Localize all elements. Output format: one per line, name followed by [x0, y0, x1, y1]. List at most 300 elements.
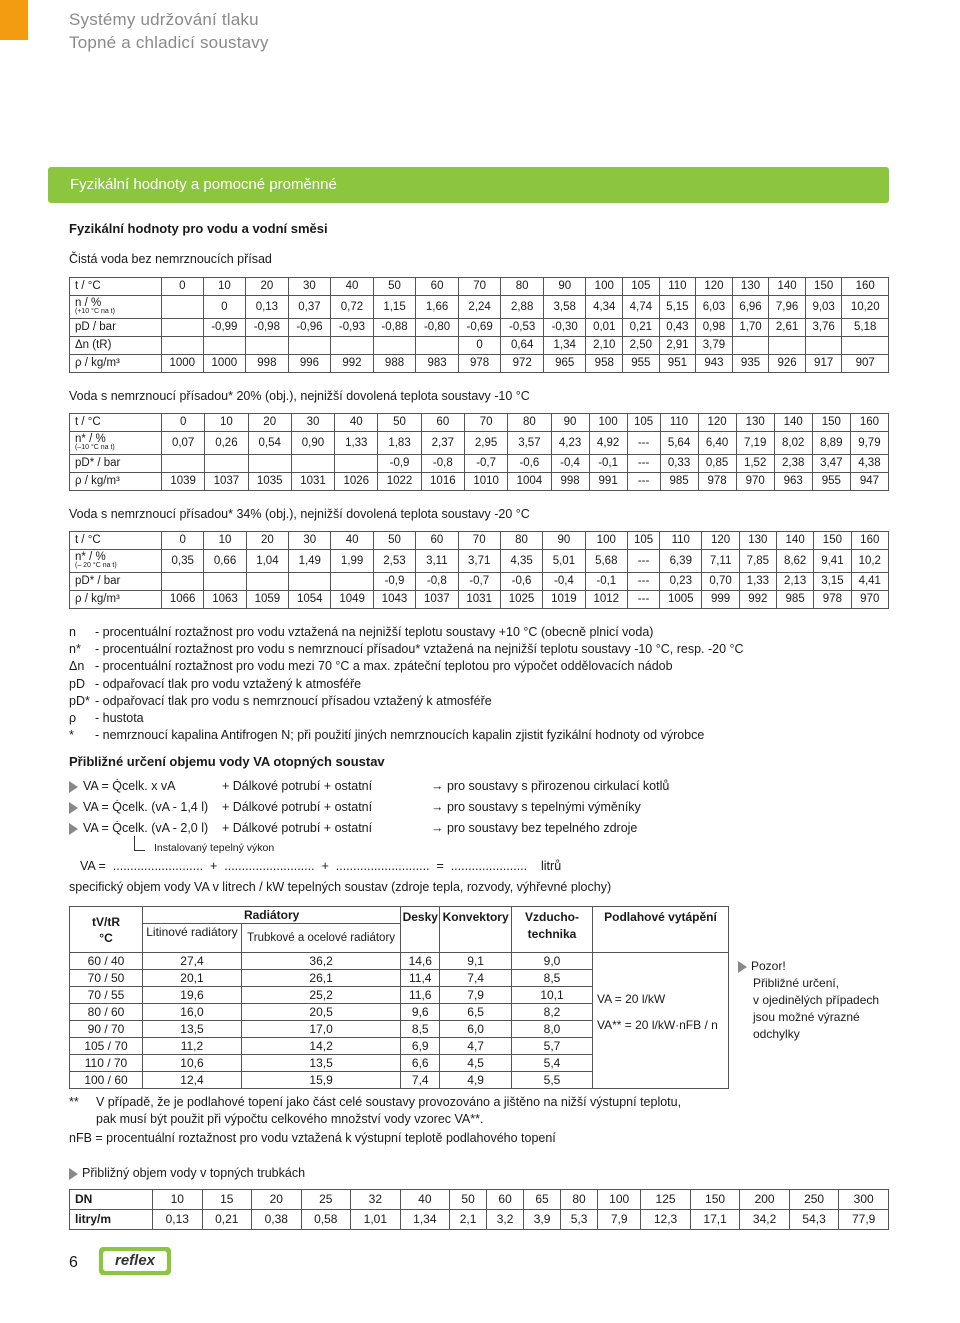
- approx-result: → pro soustavy bez tepelného zdroje: [431, 821, 638, 835]
- table-cell: 30: [291, 414, 334, 432]
- table-cell: 1,66: [416, 296, 459, 319]
- table-cell: 70 / 55: [70, 987, 143, 1004]
- table-cell: 951: [659, 355, 696, 373]
- table-cell: -0,7: [458, 573, 500, 591]
- header-desky: Desky: [401, 907, 440, 953]
- table-cell: 1,33: [335, 432, 378, 455]
- table-cell: 140: [769, 278, 806, 296]
- table-cell: 6,39: [660, 550, 702, 573]
- table-cell: 10,6: [143, 1055, 242, 1072]
- table-cell: 0,35: [162, 550, 204, 573]
- table-cell: [203, 337, 246, 355]
- table-cell: 120: [698, 414, 736, 432]
- table-cell: 1016: [421, 473, 464, 491]
- legend-text: - odpařovací tlak pro vodu vztažený k atmosféře: [95, 676, 362, 691]
- table-cell: 65: [524, 1190, 561, 1210]
- table-cell: 7,4: [401, 1072, 440, 1089]
- table-cell: 100: [598, 1190, 641, 1210]
- table-cell: -0,80: [416, 319, 459, 337]
- header-line-2: Topné a chladicí soustavy: [69, 33, 269, 52]
- table-cell: 2,37: [421, 432, 464, 455]
- row-label: pD* / bar: [70, 573, 162, 591]
- table-cell: [162, 337, 204, 355]
- row-label-sub: (+10 °C na t): [75, 308, 115, 315]
- row-label: litry/m: [70, 1210, 153, 1230]
- table-cell: 40: [335, 414, 378, 432]
- table-cell: 0: [458, 337, 501, 355]
- table-cell: 0: [162, 278, 204, 296]
- pozor-line: [738, 975, 879, 992]
- table-cell: -0,1: [585, 573, 627, 591]
- table-cell: [373, 337, 416, 355]
- table-cell: 140: [777, 532, 814, 550]
- table-cell: -0,7: [464, 455, 507, 473]
- table-cell: 0,23: [660, 573, 702, 591]
- table-cell: 6,40: [698, 432, 736, 455]
- table-cell: 3,15: [814, 573, 851, 591]
- table-cell: 50: [373, 532, 415, 550]
- table-cell: 20: [246, 532, 288, 550]
- legend-text: - hustota: [95, 711, 144, 726]
- table-cell: 17,1: [690, 1210, 740, 1230]
- table-cell: 20,1: [143, 970, 242, 987]
- table-cell: [162, 573, 204, 591]
- table-row: [70, 414, 889, 432]
- table-cell: 30: [289, 532, 331, 550]
- legend-item: [69, 693, 744, 710]
- table-cell: 3,2: [487, 1210, 524, 1230]
- table-cell: 2,10: [586, 337, 623, 355]
- table-cell: 36,2: [241, 953, 400, 970]
- table-cell: -0,69: [458, 319, 501, 337]
- table-cell: 5,3: [561, 1210, 598, 1230]
- table-cell: 1,34: [543, 337, 586, 355]
- table-cell: 130: [739, 532, 776, 550]
- table-cell: 943: [696, 355, 733, 373]
- table-cell: 100: [586, 278, 623, 296]
- table-cell: 8,2: [512, 1004, 593, 1021]
- pozor-text: jsou možné výrazné: [753, 1010, 860, 1024]
- table-pure-water: [69, 277, 889, 373]
- table-cell: 0,72: [331, 296, 374, 319]
- table-cell: 985: [660, 473, 698, 491]
- table-cell: -0,96: [288, 319, 331, 337]
- header-litinove: Litinové radiátory: [143, 924, 242, 953]
- table-cell: 1,70: [732, 319, 769, 337]
- table-cell: 8,5: [512, 970, 593, 987]
- fill-line: VA = .......................... + .......................... + ........................... = ...................... litrů: [80, 859, 562, 873]
- table-cell: 7,19: [736, 432, 774, 455]
- table-cell: 77,9: [839, 1210, 889, 1230]
- header-trubkove: Trubkové a ocelové radiátory: [241, 924, 400, 953]
- table-cell: 6,0: [440, 1021, 512, 1038]
- table-cell: 992: [331, 355, 374, 373]
- table3-caption: Voda s nemrznoucí přísadou* 34% (obj.), nejnižší dovolená teplota soustavy -20 °C: [69, 507, 530, 521]
- header-podlahove: Podlahové vytápění: [593, 907, 729, 953]
- table-cell: 3,11: [416, 550, 458, 573]
- table-cell: 16,0: [143, 1004, 242, 1021]
- table-cell: 110: [660, 414, 698, 432]
- table-cell: -0,6: [508, 455, 551, 473]
- table-cell: 150: [812, 414, 850, 432]
- table-cell: 0,58: [301, 1210, 351, 1230]
- table-row: [70, 591, 889, 609]
- table-cell: 7,85: [739, 550, 776, 573]
- table-cell: -0,8: [416, 573, 458, 591]
- table-cell: 5,01: [543, 550, 585, 573]
- table-cell: 0,33: [660, 455, 698, 473]
- pipe-volume-table: [69, 1189, 889, 1230]
- row-label: n* / % (– 20 °C na t): [70, 550, 162, 573]
- table-cell: [769, 337, 806, 355]
- approx-result: → pro soustavy s tepelnými výměníky: [431, 800, 641, 814]
- table-cell: 0,43: [659, 319, 696, 337]
- table-cell: 1,15: [373, 296, 416, 319]
- table-cell: 40: [400, 1190, 450, 1210]
- table-cell: 1037: [205, 473, 248, 491]
- table-cell: 5,68: [585, 550, 627, 573]
- podlahove-formula-2: VA** = 20 l/kW·nFB / n: [597, 1018, 718, 1032]
- table-cell: 7,9: [440, 987, 512, 1004]
- table-cell: [246, 337, 289, 355]
- table-cell: 985: [777, 591, 814, 609]
- table-cell: 1031: [458, 591, 500, 609]
- section-title: Fyzikální hodnoty pro vodu a vodní směsi: [69, 221, 328, 236]
- table-cell: 3,57: [508, 432, 551, 455]
- table-cell: 2,91: [659, 337, 696, 355]
- table-cell: 4,7: [440, 1038, 512, 1055]
- table-cell: [204, 573, 246, 591]
- legend-item: [69, 641, 744, 658]
- table-cell: 6,6: [401, 1055, 440, 1072]
- table-cell: 25: [301, 1190, 351, 1210]
- pozor-line: [738, 992, 879, 1009]
- table-cell: 70 / 50: [70, 970, 143, 987]
- table-cell: 10: [205, 414, 248, 432]
- table-cell: -0,53: [501, 319, 544, 337]
- approx-row: [69, 777, 769, 798]
- table-cell: 5,64: [660, 432, 698, 455]
- table-cell: [805, 337, 842, 355]
- table-cell: 160: [851, 532, 888, 550]
- header-konvektory: Konvektory: [440, 907, 512, 953]
- pozor-text: odchylky: [753, 1027, 800, 1041]
- bullet-triangle-icon: [69, 781, 78, 793]
- table-cell: 110: [660, 532, 702, 550]
- table-cell: 80: [508, 414, 551, 432]
- table-cell: 140: [774, 414, 812, 432]
- approx-formulas: [69, 777, 769, 840]
- pozor-text: Přibližné určení,: [753, 976, 840, 990]
- table-cell: 955: [812, 473, 850, 491]
- table-cell: 978: [458, 355, 501, 373]
- table-cell: 9,03: [805, 296, 842, 319]
- table-cell: ---: [627, 473, 660, 491]
- table-cell: 2,38: [774, 455, 812, 473]
- table-cell: 1012: [585, 591, 627, 609]
- table-cell: 120: [696, 278, 733, 296]
- table-cell: 1022: [378, 473, 421, 491]
- table-cell: 8,5: [401, 1021, 440, 1038]
- legend-item: [69, 676, 744, 693]
- table-cell: 25,2: [241, 987, 400, 1004]
- table-cell: 947: [850, 473, 888, 491]
- pozor-text: Pozor!: [751, 959, 786, 973]
- radiator-table: [69, 906, 729, 1089]
- note-arrow: [134, 836, 145, 851]
- table-cell: 100: [585, 532, 627, 550]
- table-cell: 8,62: [777, 550, 814, 573]
- table-cell: 10: [203, 278, 246, 296]
- star2-note-2: pak musí být použit při výpočtu celkového množství vody vzorec VA**.: [96, 1112, 484, 1126]
- table-cell: -0,99: [203, 319, 246, 337]
- table-cell: 70: [464, 414, 507, 432]
- table-cell: 17,0: [241, 1021, 400, 1038]
- table-row: [70, 319, 889, 337]
- table-cell: 11,6: [401, 987, 440, 1004]
- table-cell: 0,70: [702, 573, 739, 591]
- row-label: t / °C: [70, 278, 162, 296]
- star2-note: V případě, že je podlahové topení jako část celé soustavy provozováno a jištěno na nižší výstupní teplotu,: [96, 1095, 682, 1109]
- table-row: [70, 296, 889, 319]
- table-cell: 1005: [660, 591, 702, 609]
- table-cell: 12,4: [143, 1072, 242, 1089]
- legend-text: - procentuální roztažnost pro vodu mezi 70 °C a max. zpáteční teplotou pro výpočet oddělovacích nádob: [95, 659, 673, 674]
- legend-item: [69, 624, 744, 641]
- table-cell: 7,96: [769, 296, 806, 319]
- table-cell: 2,1: [450, 1210, 487, 1230]
- table-cell: 4,5: [440, 1055, 512, 1072]
- approx-middle: + Dálkové potrubí + ostatní: [222, 821, 373, 835]
- table-cell: 1066: [162, 591, 204, 609]
- podlahove-cell: [593, 953, 729, 1089]
- legend-key: ρ: [69, 711, 77, 726]
- table-cell: [246, 573, 288, 591]
- table-cell: 12,3: [641, 1210, 691, 1230]
- table-cell: -0,9: [378, 455, 421, 473]
- table-antifreeze-20: [69, 413, 889, 491]
- table-cell: 8,02: [774, 432, 812, 455]
- row-label: pD / bar: [70, 319, 162, 337]
- podlahove-formula-1: VA = 20 l/kW: [597, 992, 666, 1006]
- table-cell: 60: [416, 532, 458, 550]
- table-cell: 105: [623, 278, 660, 296]
- table-cell: [162, 319, 204, 337]
- header-radiators: Radiátory: [143, 907, 401, 924]
- table-cell: 5,7: [512, 1038, 593, 1055]
- table-cell: ---: [627, 432, 660, 455]
- nfb-note: nFB = procentuální roztažnost pro vodu vztažená k výstupní teplotě podlahového topení: [69, 1131, 556, 1145]
- table-cell: -0,6: [500, 573, 542, 591]
- table-cell: 0,21: [202, 1210, 252, 1230]
- table-cell: 30: [288, 278, 331, 296]
- table-cell: 70: [458, 278, 501, 296]
- table-cell: [732, 337, 769, 355]
- table-cell: 150: [814, 532, 851, 550]
- table-cell: 15,9: [241, 1072, 400, 1089]
- table-cell: [335, 455, 378, 473]
- table-cell: 7,9: [598, 1210, 641, 1230]
- table-cell: 40: [331, 532, 373, 550]
- table-cell: 3,71: [458, 550, 500, 573]
- table-cell: 0,07: [162, 432, 205, 455]
- table-cell: 0,26: [205, 432, 248, 455]
- table-cell: 1049: [331, 591, 373, 609]
- table-cell: 100 / 60: [70, 1072, 143, 1089]
- table-cell: 9,6: [401, 1004, 440, 1021]
- legend-item: [69, 658, 744, 675]
- table-cell: 110 / 70: [70, 1055, 143, 1072]
- table-cell: 3,47: [812, 455, 850, 473]
- table-cell: 2,50: [623, 337, 660, 355]
- table-cell: 8,89: [812, 432, 850, 455]
- approx-result: → pro soustavy s přirozenou cirkulací kotlů: [431, 779, 670, 793]
- row-label: ρ / kg/m³: [70, 355, 162, 373]
- table-row: [70, 473, 889, 491]
- table-cell: 10,20: [842, 296, 889, 319]
- table-row: [70, 1210, 889, 1230]
- table-cell: 1000: [162, 355, 204, 373]
- page-number: 6: [69, 1254, 78, 1271]
- table-cell: 130: [736, 414, 774, 432]
- header-vzduchotechnika: Vzducho-technika: [512, 907, 593, 953]
- table-cell: 70: [458, 532, 500, 550]
- table-cell: 1054: [289, 591, 331, 609]
- table-cell: 1,99: [331, 550, 373, 573]
- table-cell: 90: [551, 414, 589, 432]
- table-cell: 955: [623, 355, 660, 373]
- legend-text: - nemrznoucí kapalina Antifrogen N; při použití jiných nemrznoucích kapalin zjistit fyzikální hodnoty od výrobce: [95, 728, 705, 743]
- table2-caption: Voda s nemrznoucí přísadou* 20% (obj.), nejnižší dovolená teplota soustavy -10 °C: [69, 389, 530, 403]
- pipes-title-text: Přibližný objem vody v topných trubkách: [82, 1166, 306, 1180]
- approx-row: [69, 819, 769, 840]
- table-cell: -0,9: [373, 573, 415, 591]
- table-cell: 80: [500, 532, 542, 550]
- table-cell: 105: [627, 532, 659, 550]
- table-cell: 50: [450, 1190, 487, 1210]
- legend-key: pD*: [69, 693, 90, 708]
- table-cell: 0,13: [153, 1210, 203, 1230]
- row-label: n / % (+10 °C na t): [70, 296, 162, 319]
- table-cell: 90: [543, 278, 586, 296]
- table-cell: 9,1: [440, 953, 512, 970]
- table-cell: 907: [842, 355, 889, 373]
- row-label: ρ / kg/m³: [70, 473, 162, 491]
- table-cell: 3,9: [524, 1210, 561, 1230]
- row-label-sub: (– 20 °C na t): [75, 562, 117, 569]
- table-cell: 4,92: [589, 432, 627, 455]
- table-cell: 992: [739, 591, 776, 609]
- table-cell: 120: [702, 532, 739, 550]
- table-cell: 60 / 40: [70, 953, 143, 970]
- pozor-title: [738, 958, 879, 975]
- table-cell: 1031: [291, 473, 334, 491]
- table-cell: ---: [627, 573, 659, 591]
- table-cell: -0,1: [589, 455, 627, 473]
- table-cell: 1039: [162, 473, 205, 491]
- table1-caption: Čistá voda bez nemrznoucích přísad: [69, 252, 272, 266]
- legend-text: - odpařovací tlak pro vodu s nemrznoucí přísadou vztažený k atmosféře: [95, 693, 492, 708]
- legend-key: pD: [69, 676, 85, 691]
- header-temp: [70, 907, 143, 953]
- table-cell: 13,5: [241, 1055, 400, 1072]
- table-antifreeze-34: [69, 531, 889, 609]
- table-cell: 0,01: [586, 319, 623, 337]
- table-cell: 8,0: [512, 1021, 593, 1038]
- table-cell: 1,04: [246, 550, 288, 573]
- table-cell: 80: [561, 1190, 598, 1210]
- table-cell: 7,11: [702, 550, 739, 573]
- table-cell: 300: [839, 1190, 889, 1210]
- legend-key: Δn: [69, 659, 85, 674]
- accent-bar: [0, 0, 28, 40]
- star2-label: **: [69, 1095, 79, 1109]
- approx-middle: + Dálkové potrubí + ostatní: [222, 779, 373, 793]
- table-cell: 54,3: [789, 1210, 839, 1230]
- legend-item: [69, 710, 744, 727]
- table-cell: 0,85: [698, 455, 736, 473]
- legend-item: [69, 727, 744, 744]
- bullet-triangle-icon: [69, 823, 78, 835]
- table-cell: 2,88: [501, 296, 544, 319]
- table-cell: 2,95: [464, 432, 507, 455]
- table-cell: 0: [162, 414, 205, 432]
- legend-key: n*: [69, 642, 81, 657]
- table-cell: 0,37: [288, 296, 331, 319]
- table-cell: [331, 337, 374, 355]
- header-line-1: Systémy udržování tlaku: [69, 10, 259, 29]
- table-cell: ---: [627, 550, 659, 573]
- table-cell: -0,4: [551, 455, 589, 473]
- header-temp-unit: °C: [99, 930, 113, 945]
- table-cell: 5,15: [659, 296, 696, 319]
- table-cell: [416, 337, 459, 355]
- table-row: [70, 355, 889, 373]
- table-cell: 1059: [246, 591, 288, 609]
- table-cell: 2,13: [777, 573, 814, 591]
- approx-row: [69, 798, 769, 819]
- table-cell: -0,98: [246, 319, 289, 337]
- table-cell: 11,4: [401, 970, 440, 987]
- table-cell: 110: [659, 278, 696, 296]
- table-cell: 11,2: [143, 1038, 242, 1055]
- table-cell: 34,2: [740, 1210, 790, 1230]
- table-cell: 50: [378, 414, 421, 432]
- table-cell: 4,38: [850, 455, 888, 473]
- table-cell: -0,30: [543, 319, 586, 337]
- table-cell: 970: [851, 591, 888, 609]
- table-cell: 4,41: [851, 573, 888, 591]
- table-row: [70, 278, 889, 296]
- table-cell: 0,21: [623, 319, 660, 337]
- table-cell: 1004: [508, 473, 551, 491]
- table-cell: 14,6: [401, 953, 440, 970]
- table-row: [70, 550, 889, 573]
- pipes-title: [69, 1166, 305, 1180]
- pozor-line: [738, 1009, 879, 1026]
- table-cell: 9,79: [850, 432, 888, 455]
- specific-volume-text: specifický objem vody VA v litrech / kW tepelných soustav (zdroje tepla, rozvody, výhřevné plochy): [69, 880, 612, 894]
- table-cell: 3,79: [696, 337, 733, 355]
- table-cell: 200: [740, 1190, 790, 1210]
- bullet-triangle-icon: [69, 802, 78, 814]
- approx-middle: + Dálkové potrubí + ostatní: [222, 800, 373, 814]
- table-cell: 32: [351, 1190, 401, 1210]
- table-cell: 14,2: [241, 1038, 400, 1055]
- approx-title: Přibližné určení objemu vody VA otopných soustav: [69, 754, 385, 769]
- legend-key: n: [69, 625, 76, 639]
- table-cell: 10: [204, 532, 246, 550]
